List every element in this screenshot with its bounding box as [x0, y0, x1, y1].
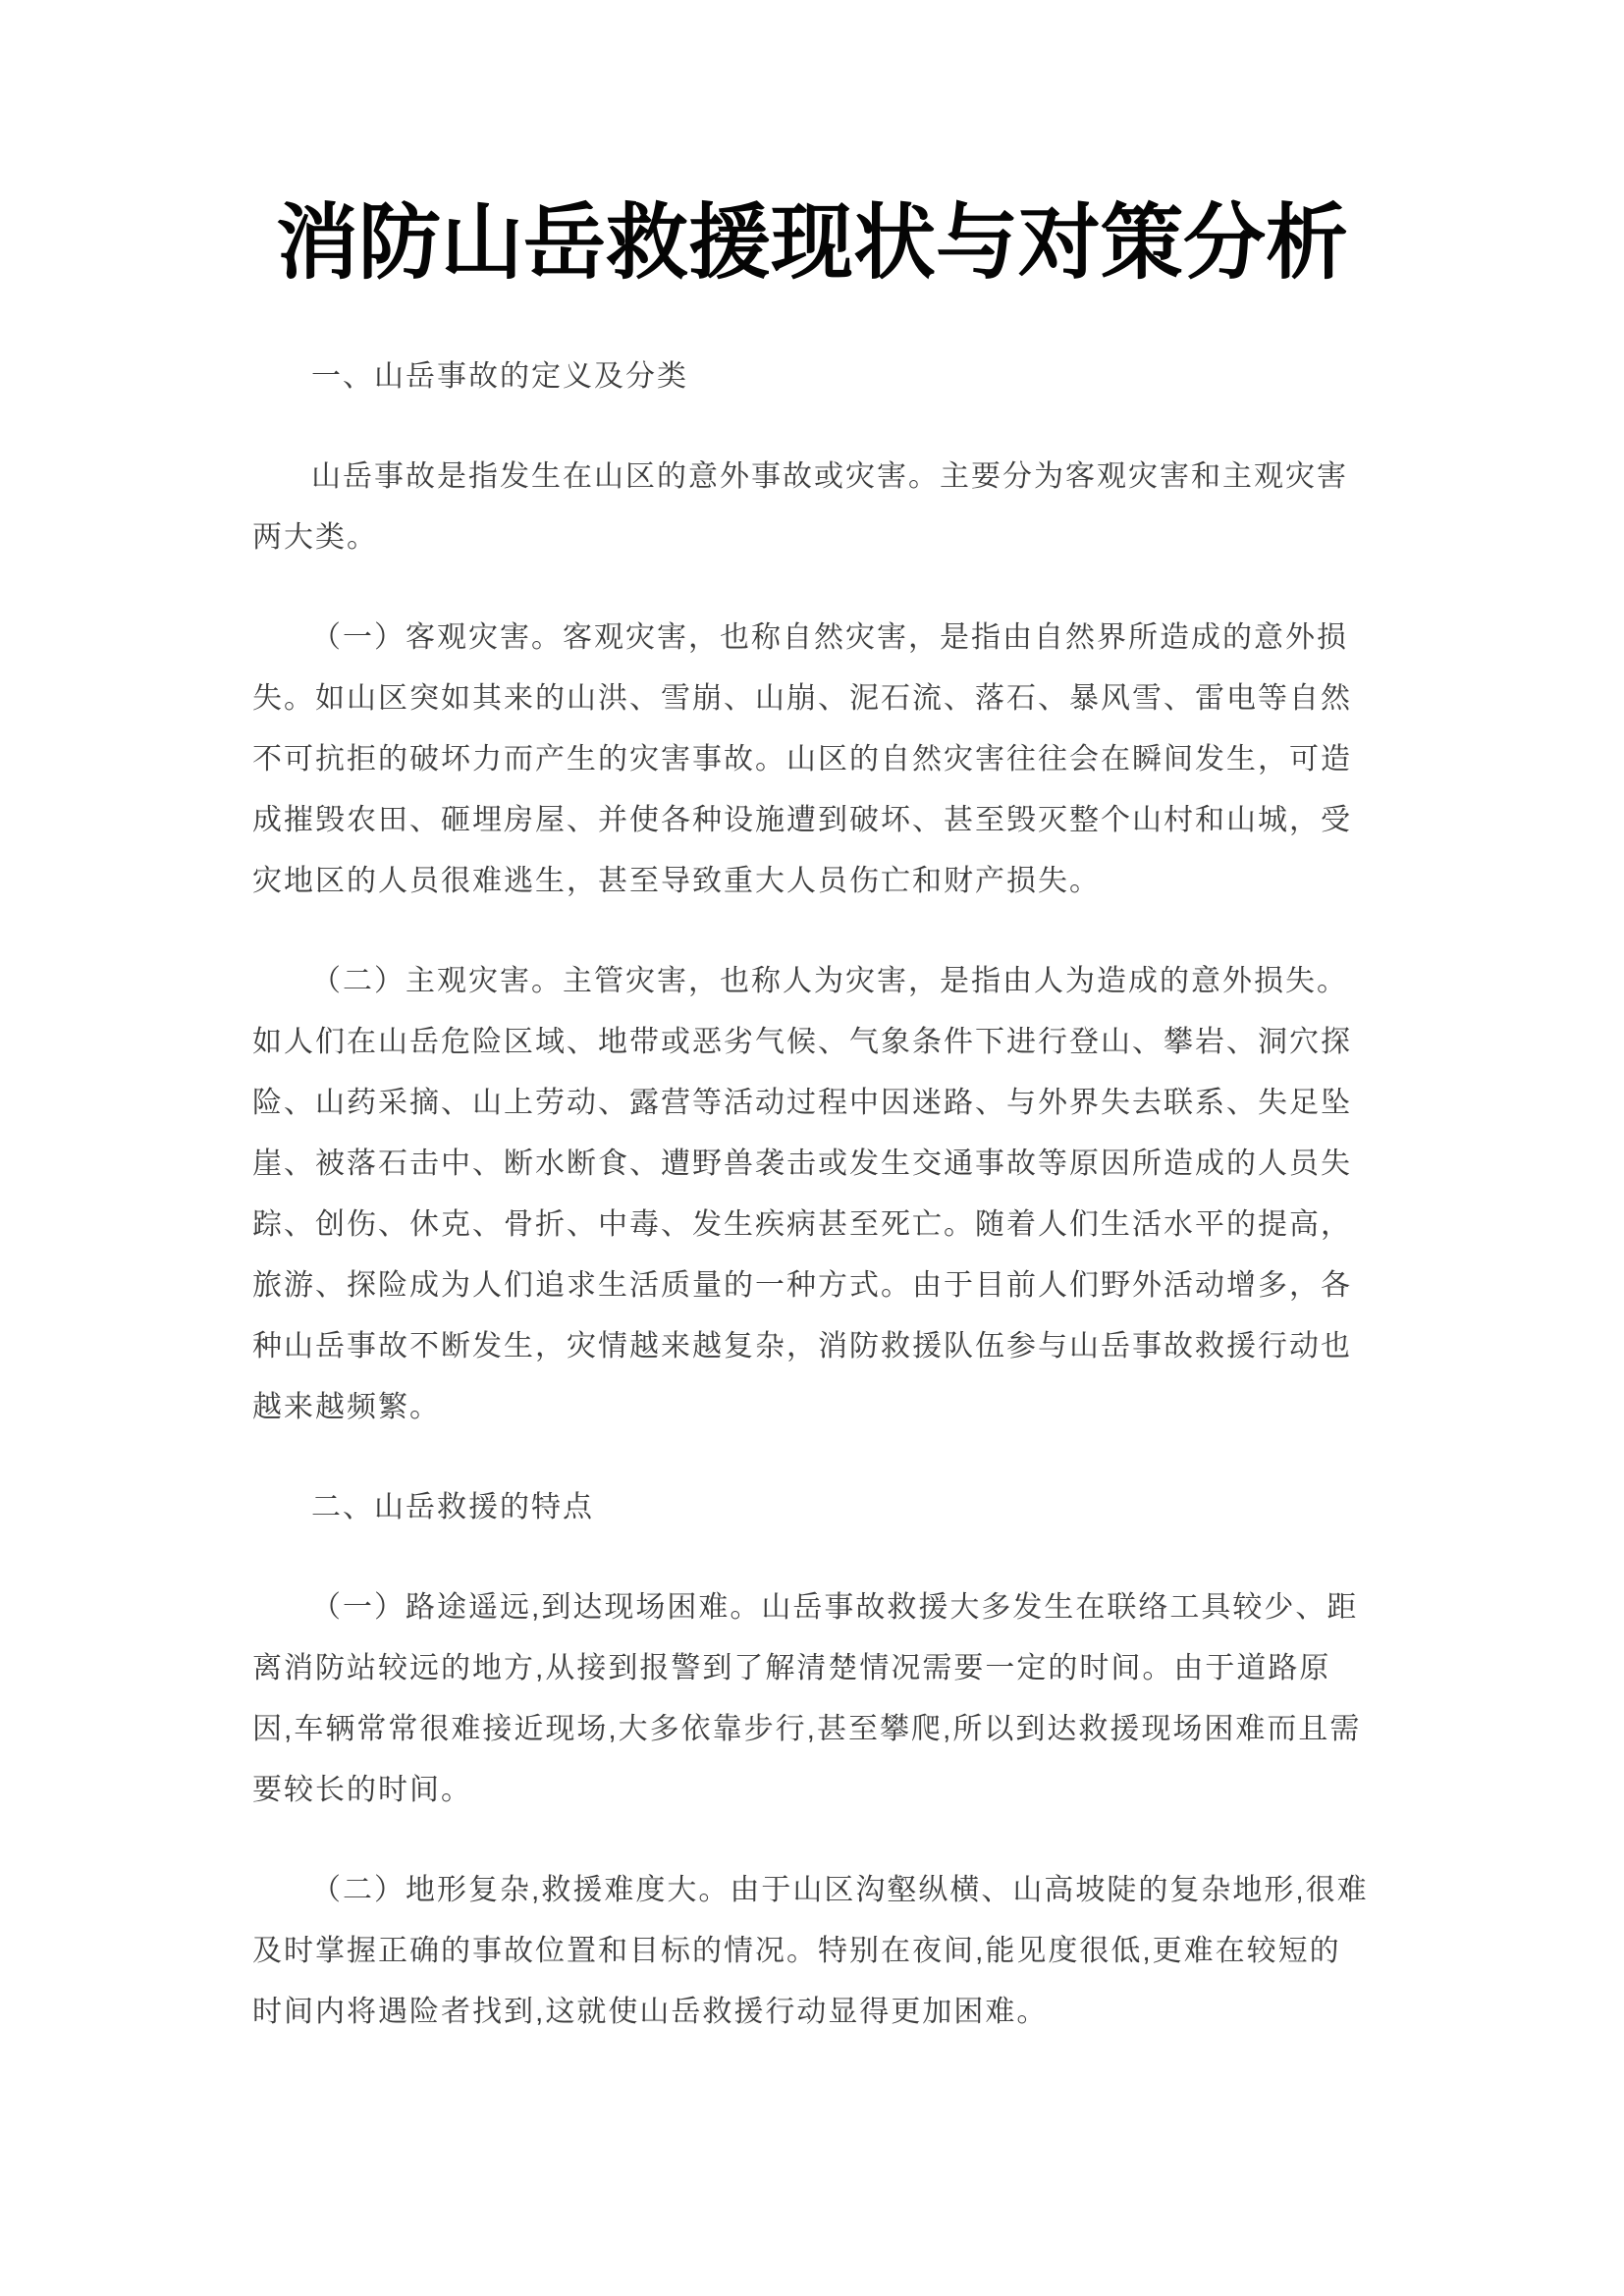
section-heading: 二、山岳救援的特点 [311, 1491, 594, 1523]
document-page [252, 0, 1372, 2043]
section-mountain-accident-definition [252, 347, 1372, 1438]
paragraph: （一）路途遥远,到达现场困难。山岳事故救援大多发生在联络工具较少、距离消防站较远的地方,从接到报警到了解清楚情况需要一定的时间。由于道路原因,车辆常常很难接近现场,大多依靠步行,甚至攀爬,所以到达救援现场困难而且需要较长的时间。 [252, 1591, 1362, 1806]
section-heading: 一、山岳事故的定义及分类 [311, 360, 688, 393]
paragraph: 山岳事故是指发生在山区的意外事故或灾害。主要分为客观灾害和主观灾害两大类。 [252, 460, 1348, 554]
section-mountain-rescue-characteristics [252, 1477, 1372, 2043]
paragraph: （二）主观灾害。主管灾害，也称人为灾害，是指由人为造成的意外损失。如人们在山岳危险区域、地带或恶劣气候、气象条件下进行登山、攀岩、洞穴探险、山药采摘、山上劳动、露营等活动过程中因迷路、与外界失去联系、失足坠崖、被落石击中、断水断食、遭野兽袭击或发生交通事故等原因所造成的人员失踪、创伤、休克、骨折、中毒、发生疾病甚至死亡。随着人们生活水平的提高，旅游、探险成为人们追求生活质量的一种方式。由于目前人们野外活动增多，各种山岳事故不断发生，灾情越来越复杂，消防救援队伍参与山岳事故救援行动也越来越频繁。 [252, 965, 1352, 1423]
paragraph: （一）客观灾害。客观灾害，也称自然灾害，是指由自然界所造成的意外损失。如山区突如其来的山洪、雪崩、山崩、泥石流、落石、暴风雪、雷电等自然不可抗拒的破坏力而产生的灾害事故。山区的自然灾害往往会在瞬间发生，可造成摧毁农田、砸埋房屋、并使各种设施遭到破坏、甚至毁灭整个山村和山城，受灾地区的人员很难逃生，甚至导致重大人员伤亡和财产损失。 [252, 621, 1352, 897]
paragraph: （二）地形复杂,救援难度大。由于山区沟壑纵横、山高坡陡的复杂地形,很难及时掌握正确的事故位置和目标的情况。特别在夜间,能见度很低,更难在较短的时间内将遇险者找到,这就使山岳救援行动显得更加困难。 [252, 1874, 1369, 2028]
document-title: 消防山岳救援现状与对策分析 [275, 196, 1348, 289]
